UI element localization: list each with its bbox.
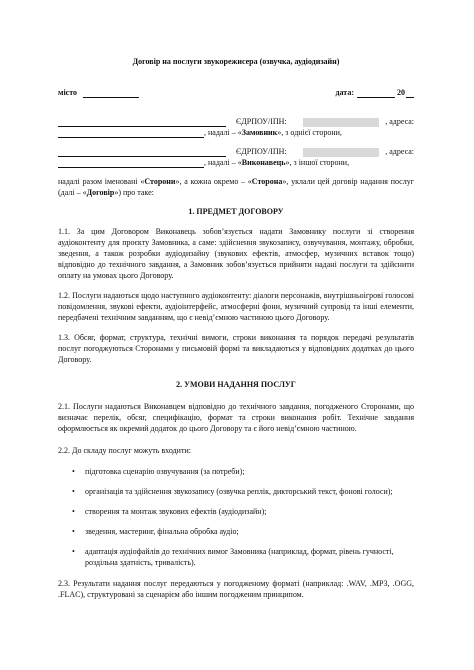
- list-item-text: адаптація аудіофайлів до технічних вимог Замовника (наприклад, формат, рівень гучності, роздільна здатність, тривалість).: [85, 547, 394, 567]
- intro-text-4: ») про таке:: [114, 188, 154, 197]
- customer-address-label: , адреса:: [385, 117, 414, 126]
- customer-edrpou-label: ЄДРПОУ/ІПН:: [236, 117, 287, 126]
- list-item-text: підготовка сценарію озвучування (за потреби);: [85, 467, 245, 476]
- year-prefix: 20: [397, 88, 405, 97]
- bullet-icon: •: [72, 527, 75, 536]
- clause-2-3: 2.3. Результати надання послуг передаються у погодженому форматі (наприклад: .WAV, .MP3, .OGG, .FLAC), структуровані за сценарієм або іншим погодженим принципом.: [58, 579, 414, 599]
- contractor-name-field[interactable]: [58, 148, 226, 157]
- contractor-edrpou-label: ЄДРПОУ/ІПН:: [236, 147, 287, 156]
- contractor-suffix-a: , надалі – «: [204, 158, 242, 167]
- contractor-suffix-b: », з іншої сторони,: [285, 158, 350, 167]
- customer-suffix-a: , надалі – «: [204, 128, 242, 137]
- list-item: [58, 546, 414, 568]
- customer-role: Замовник: [241, 128, 278, 137]
- list-item: [58, 506, 414, 517]
- customer-address-field[interactable]: [58, 129, 204, 138]
- list-item-text: створення та монтаж звукових ефектів (аудіодизайн);: [85, 507, 267, 516]
- intro-text-1: надалі разом іменовані «: [58, 177, 145, 186]
- intro-term-party: Сторона: [251, 177, 283, 186]
- list-item: [58, 486, 414, 497]
- bullet-icon: •: [72, 507, 75, 516]
- intro-term-contract: Договір: [86, 188, 115, 197]
- intro-text-2: », а кожна окремо – «: [175, 177, 252, 186]
- list-item: [58, 526, 414, 537]
- contractor-line-1: [58, 146, 414, 157]
- city-field[interactable]: [83, 89, 139, 98]
- contractor-line-2: [58, 157, 414, 168]
- section-2-heading: 2. УМОВИ НАДАННЯ ПОСЛУГ: [176, 380, 296, 389]
- services-list: [58, 466, 414, 568]
- clause-1-3: 1.3. Обсяг, формат, структура, технічні вимоги, строки виконання та порядок передачі результатів послуг погоджуються Сторонами у письмовій формі та викладаються у відповідних додатках до цього Договору.: [58, 333, 414, 364]
- date-field[interactable]: [357, 89, 395, 98]
- intro-term-parties: Сторони: [144, 177, 176, 186]
- contractor-address-field[interactable]: [58, 159, 204, 168]
- intro-text-3: », уклали цей договір надання послуг (далі – «: [58, 177, 414, 197]
- contractor-role: Виконавець: [241, 158, 286, 167]
- bullet-icon: •: [72, 547, 75, 556]
- bullet-icon: •: [72, 467, 75, 476]
- bullet-icon: •: [72, 487, 75, 496]
- clause-2-1: 2.1. Послуги надаються Виконавцем відповідно до технічного завдання, погодженого Сторонами, що визначає перелік, обсяг, специфікацію, формат та строки виконання робіт. Технічне завдання оформлюється як окремий додаток до цього Договору та є його невід’ємною частиною.: [58, 402, 414, 433]
- customer-edrpou-field[interactable]: [303, 118, 379, 127]
- customer-line-1: [58, 116, 414, 127]
- city-label: місто: [58, 88, 78, 97]
- city-date-row: [58, 87, 414, 98]
- customer-line-2: [58, 127, 414, 138]
- date-label: дата:: [335, 88, 354, 97]
- list-item: [58, 466, 414, 477]
- customer-name-field[interactable]: [58, 118, 226, 127]
- intro-paragraph: [58, 176, 414, 198]
- contractor-edrpou-field[interactable]: [303, 148, 379, 157]
- clause-1-1: 1.1. За цим Договором Виконавець зобов’язується надати Замовнику послуги зі створення аудіоконтенту для проєкту Замовника, а саме: здійснення звукозапису, озвучування, монтажу, обробки, зведення, а також розробки аудіодизайну (звукових ефектів, атмосфер, музичних вставок тощо) відповідно до технічного завдання, а Замовник зобов’язується прийняти надані послуги та здійснити оплату на умовах цього Договору.: [58, 227, 414, 280]
- clause-1-2: 1.2. Послуги надаються щодо наступного аудіоконтенту: діалоги персонажів, внутрішньоігрові голосові повідомлення, звукові ефекти, аудіоінтерфейс, атмосферні фони, музичний супровід та інші елементи, передбачені технічним завданням, що є невід’ємною частиною цього Договору.: [58, 291, 414, 322]
- list-item-text: зведення, мастеринг, фінальна обробка аудіо;: [85, 527, 239, 536]
- section-1-heading: 1. ПРЕДМЕТ ДОГОВОРУ: [188, 207, 284, 216]
- list-item-text: організація та здійснення звукозапису (озвучка реплік, дикторський текст, фонові голоси);: [85, 487, 393, 496]
- clause-2-2: 2.2. До складу послуг можуть входити:: [58, 446, 191, 455]
- customer-suffix-b: », з однієї сторони,: [277, 128, 342, 137]
- year-field[interactable]: [406, 89, 414, 98]
- contractor-address-label: , адреса:: [385, 147, 414, 156]
- document-title: Договір на послуги звукорежисера (озвучка, аудіодизайн): [132, 57, 340, 66]
